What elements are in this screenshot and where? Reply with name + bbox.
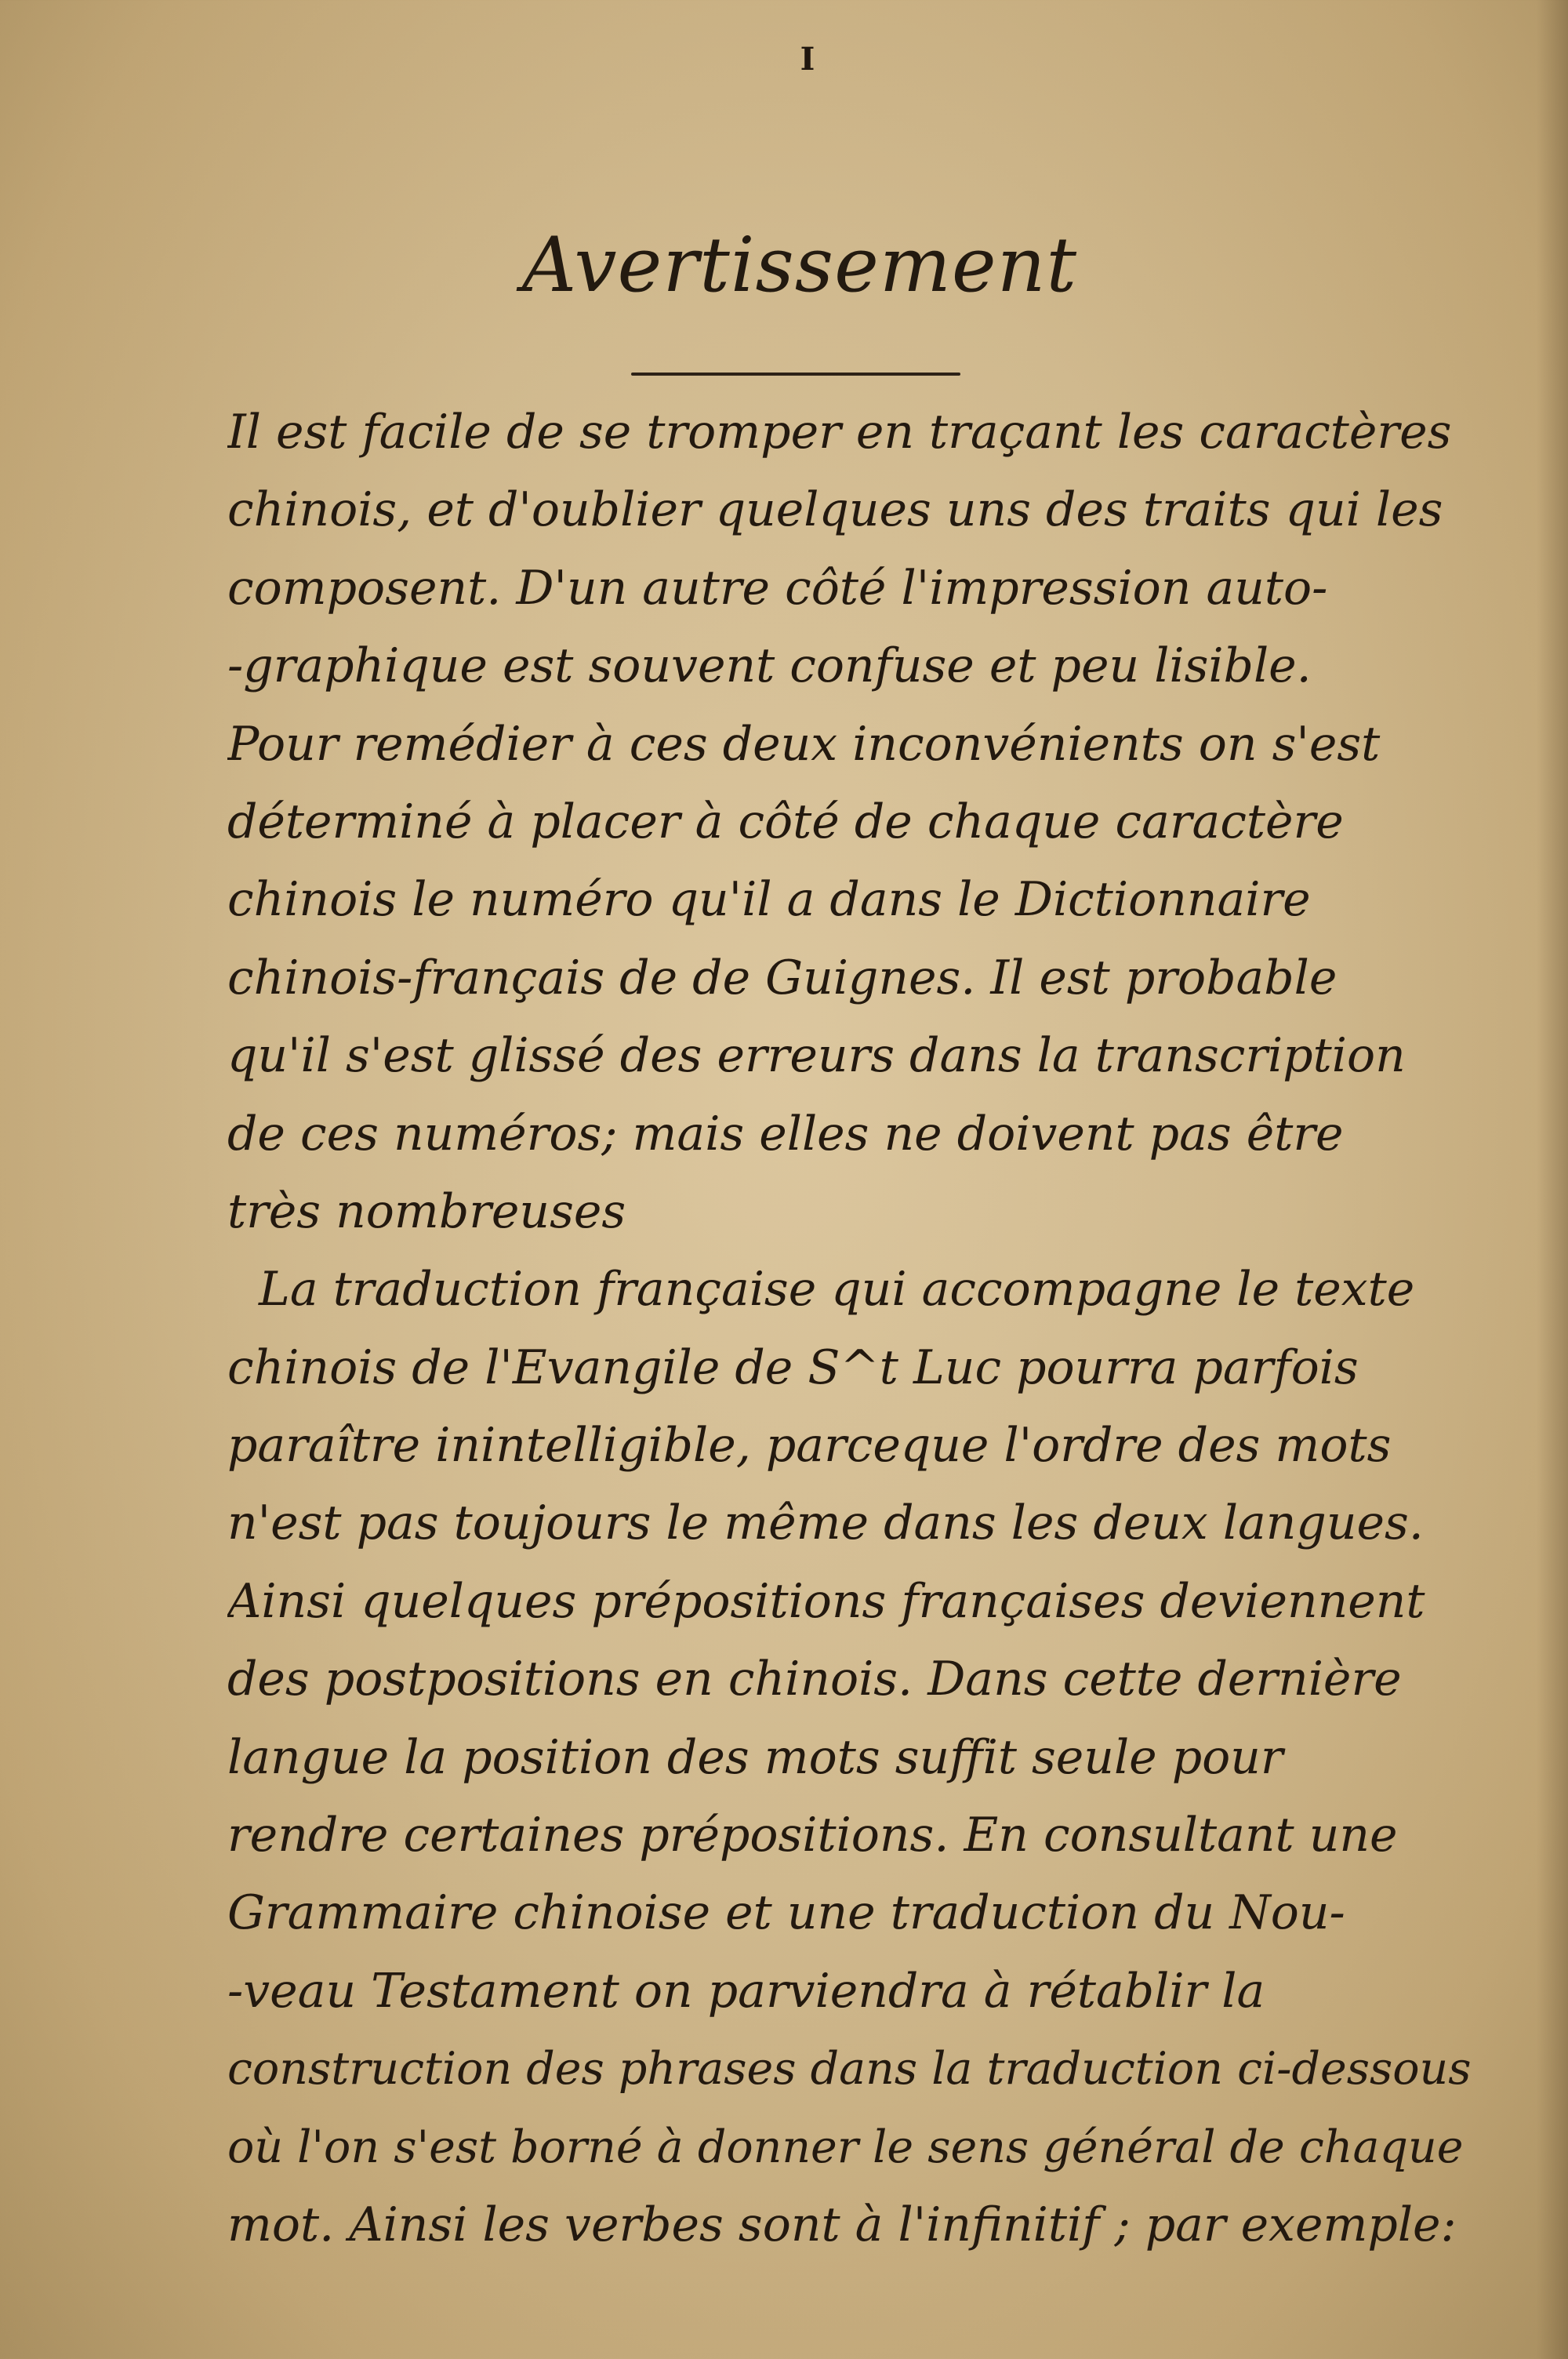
text-line-22: construction des phrases dans la traduction ci-dessous [227,2043,1472,2095]
text-line-15: n'est pas toujours le même dans les deux langues. [227,1496,1424,1551]
text-line-11: très nombreuses [227,1183,626,1239]
text-line-9: qu'il s'est glissé des erreurs dans la transcription [227,1028,1406,1084]
page-number: I [800,41,815,78]
text-line-4: -graphique est souvent confuse et peu lisible. [227,638,1312,694]
text-line-1: Il est facile de se tromper en traçant les caractères [227,405,1452,460]
page-title: Avertissement [521,221,1078,309]
text-line-17: des postpositions en chinois. Dans cette dernière [227,1652,1402,1707]
text-line-23: où l'on s'est borné à donner le sens général de chaque [227,2121,1464,2173]
manuscript-body [227,394,1474,2264]
text-line-20: Grammaire chinoise et une traduction du Nou- [227,1885,1345,1941]
text-line-6: déterminé à placer à côté de chaque caractère [227,794,1344,849]
text-line-18: langue la position des mots suffit seule pour [227,1729,1283,1785]
text-line-7: chinois le numéro qu'il a dans le Dictionnaire [227,872,1311,928]
page-edge-shadow [1537,0,1568,2359]
text-line-13: chinois de l'Evangile de S^t Luc pourra parfois [227,1339,1359,1395]
text-line-12: La traduction française qui accompagne le texte [259,1262,1415,1318]
title-underline-rule [631,373,960,376]
text-line-3: composent. D'un autre côté l'impression auto- [227,560,1328,616]
text-line-24: mot. Ainsi les verbes sont à l'infinitif ; par exemple: [227,2197,1457,2252]
text-line-14: paraître inintelligible, parceque l'ordre des mots [227,1418,1392,1474]
text-line-5: Pour remédier à ces deux inconvénients on s'est [227,716,1381,772]
text-line-16: Ainsi quelques prépositions françaises deviennent [227,1573,1425,1629]
text-line-21: -veau Testament on parviendra à rétablir la [227,1963,1265,2019]
text-line-8: chinois-français de de Guignes. Il est probable [227,950,1338,1005]
text-line-2: chinois, et d'oublier quelques uns des traits qui les [227,482,1443,538]
text-line-10: de ces numéros; mais elles ne doivent pas être [227,1106,1344,1161]
text-line-19: rendre certaines prépositions. En consultant une [227,1808,1398,1863]
